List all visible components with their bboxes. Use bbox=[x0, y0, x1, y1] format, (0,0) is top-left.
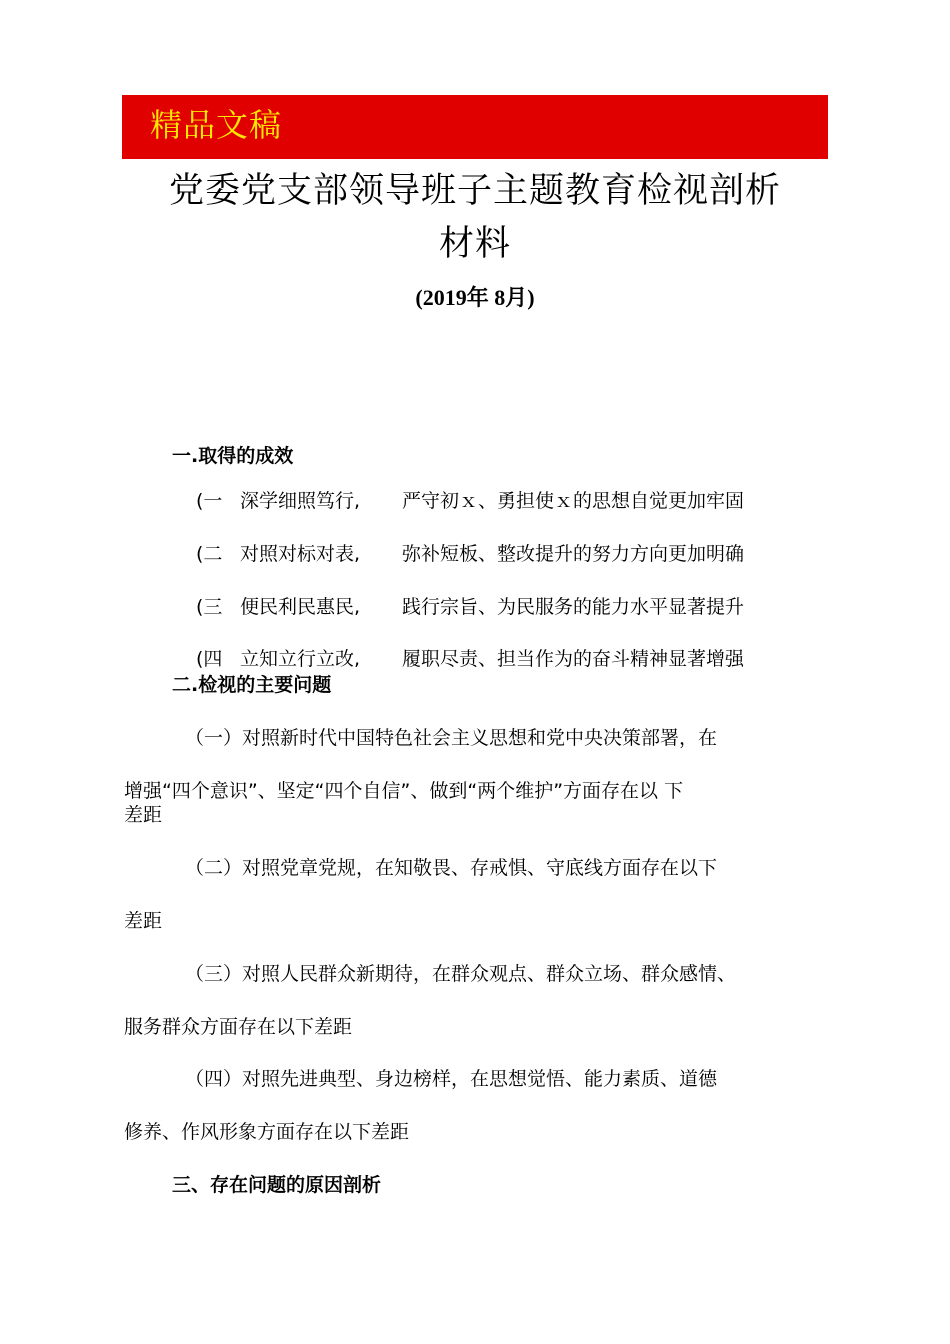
banner-label: 精品文稿 bbox=[150, 106, 283, 144]
item-text: 严守初ｘ、勇担使ｘ的思想自觉更加牢固 bbox=[402, 490, 745, 512]
problem-2-line1: （二）对照党章党规，在知敬畏、存戒惧、守底线方面存在以下 bbox=[185, 857, 718, 879]
problem-2-line2: 差距 bbox=[124, 910, 163, 932]
item-lead: 深学细照笃行, bbox=[240, 490, 361, 512]
section-heading-problems: 二.检视的主要问题 bbox=[172, 674, 332, 696]
item-number: (四 bbox=[196, 648, 223, 670]
document-title-line1: 党委党支部领导班子主题教育检视剖析 bbox=[168, 171, 781, 211]
problem-1-line2: 增强“四个意识”、坚定“四个自信”、做到“两个维护”方面存在以 下 bbox=[124, 780, 684, 802]
header-banner bbox=[122, 95, 828, 159]
item-number: (一 bbox=[196, 490, 223, 512]
item-lead: 对照对标对表, bbox=[240, 543, 361, 565]
problem-4-line2: 修养、作风形象方面存在以下差距 bbox=[124, 1121, 410, 1143]
problem-3-line2: 服务群众方面存在以下差距 bbox=[124, 1016, 353, 1038]
problem-1-line1: （一）对照新时代中国特色社会主义思想和党中央决策部署，在 bbox=[185, 727, 718, 749]
problem-3-line1: （三）对照人民群众新期待，在群众观点、群众立场、群众感情、 bbox=[185, 963, 737, 985]
item-text: 弥补短板、整改提升的努力方向更加明确 bbox=[402, 543, 745, 565]
section-heading-causes: 三、存在问题的原因剖析 bbox=[172, 1174, 382, 1196]
item-number: (三 bbox=[196, 596, 223, 618]
item-number: (二 bbox=[196, 543, 223, 565]
item-text: 践行宗旨、为民服务的能力水平显著提升 bbox=[402, 596, 745, 618]
problem-4-line1: （四）对照先进典型、身边榜样，在思想觉悟、能力素质、道德 bbox=[185, 1068, 718, 1090]
item-lead: 便民利民惠民, bbox=[240, 596, 361, 618]
section-heading-achievements: 一.取得的成效 bbox=[172, 445, 294, 467]
document-date: (2019年 8月) bbox=[415, 285, 535, 310]
item-lead: 立知立行立改, bbox=[240, 648, 361, 670]
problem-1-line3: 差距 bbox=[124, 804, 163, 826]
item-text: 履职尽责、担当作为的奋斗精神显著增强 bbox=[402, 648, 745, 670]
document-title-line2: 材料 bbox=[438, 224, 511, 264]
